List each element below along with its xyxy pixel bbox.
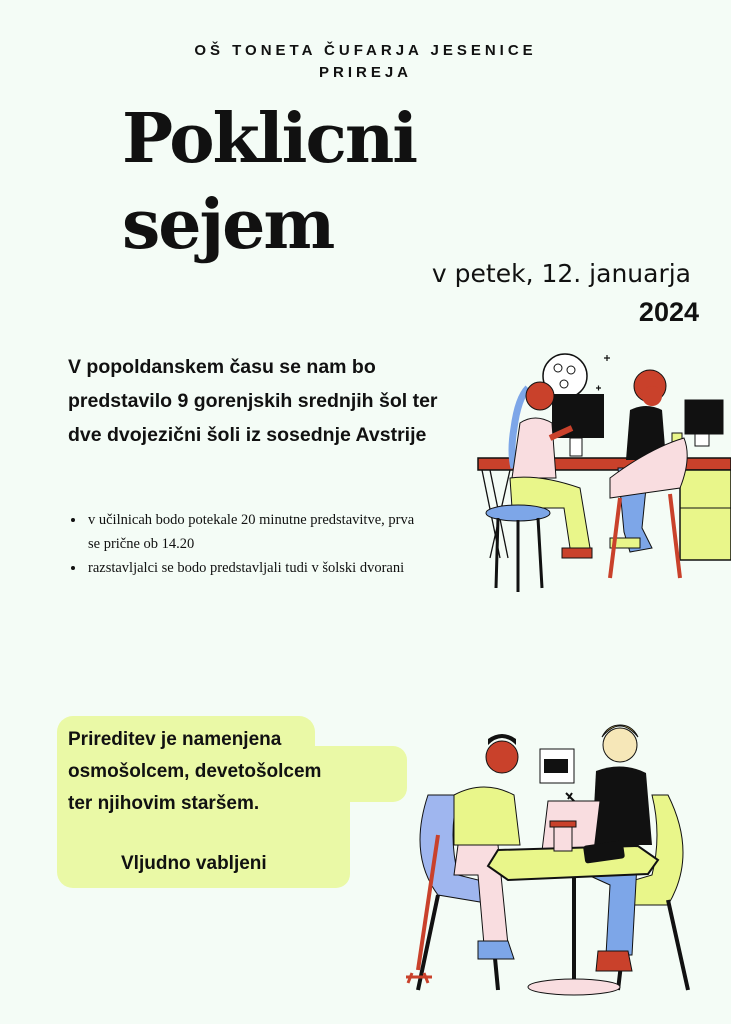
list-item: • razstavljalci se bodo predstavljali tudi v šolski dvorani xyxy=(86,556,416,580)
callout-text xyxy=(68,724,358,820)
date-line-1: v petek, 12. januarja xyxy=(431,259,691,288)
callout-line-3: ter njihovim staršem. xyxy=(68,793,260,814)
event-date xyxy=(432,255,699,331)
intro-paragraph: V popoldanskem času se nam bo predstavilo 9 gorenjskih srednjih šol ter dve dvojezični šoli iz sosednje Avstrije xyxy=(68,356,438,446)
callout-line-2: osmošolcem, devetošolcem xyxy=(68,761,322,782)
page-title xyxy=(122,96,416,268)
welcome-text: Vljudno vabljeni xyxy=(121,853,267,874)
people-at-computers-illustration xyxy=(470,348,731,603)
audience-callout xyxy=(57,716,345,888)
callout-line-1: Prireditev je namenjena xyxy=(68,729,282,750)
title-line-1: Poklicni xyxy=(122,99,417,179)
title-line-2: sejem xyxy=(122,185,334,265)
date-year: 2024 xyxy=(638,297,699,327)
list-item: • v učilnicah bodo potekale 20 minutne predstavitve, prva se prične ob 14.20 xyxy=(86,508,416,556)
organizer-name: OŠ TONETA ČUFARJA JESENICE xyxy=(194,42,537,59)
organizer-action: PRIREJA xyxy=(318,64,413,81)
info-list xyxy=(70,508,416,580)
people-at-table-illustration xyxy=(398,715,716,1005)
organizer xyxy=(0,40,731,84)
